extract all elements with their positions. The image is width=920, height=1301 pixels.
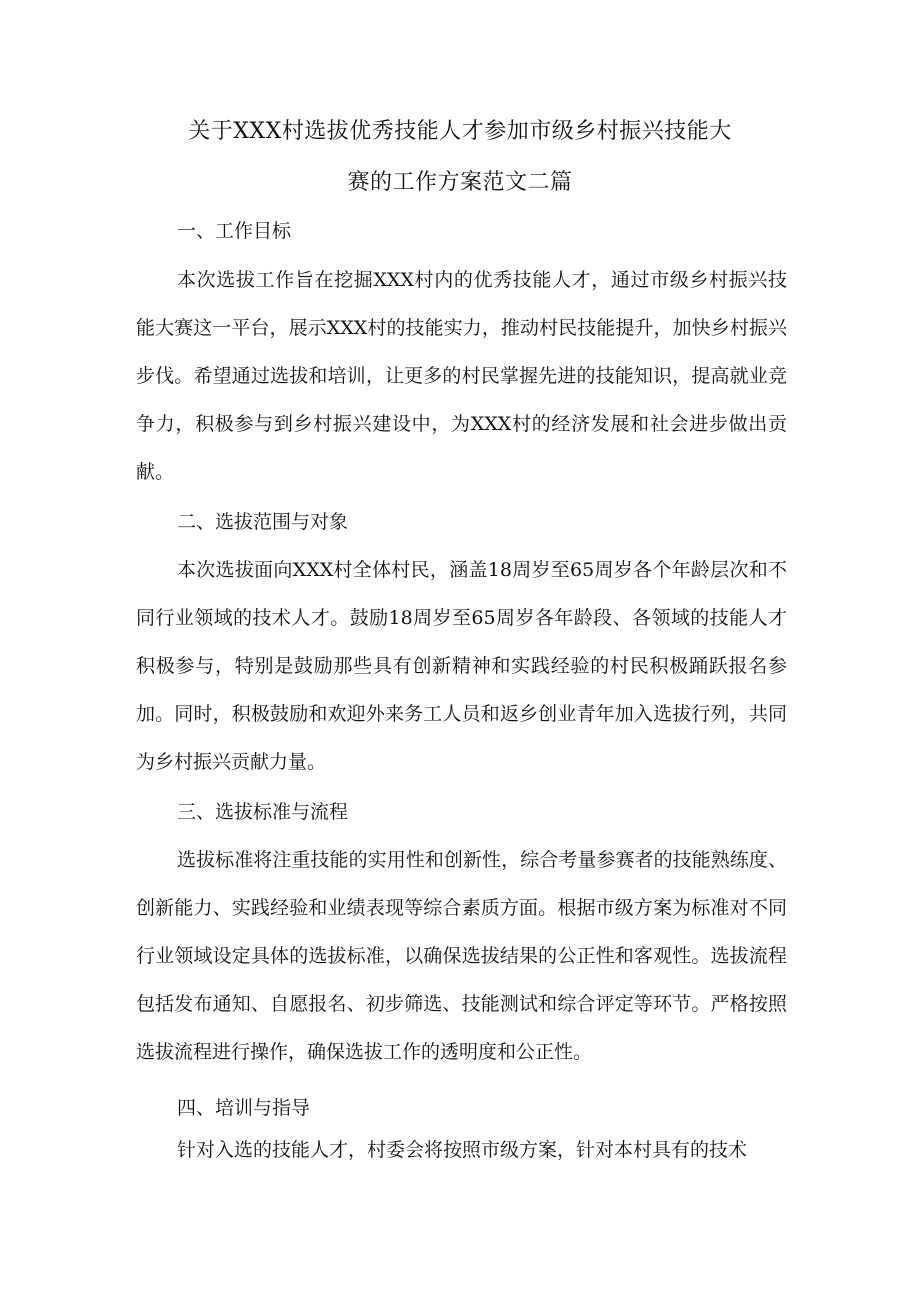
section-heading-goals: 一、工作目标	[177, 220, 292, 242]
section-heading-scope: 二、选拔范围与对象	[177, 511, 349, 533]
document-title-line-1: 关于XXX村选拔优秀技能人才参加市级乡村振兴技能大	[188, 119, 732, 144]
document-title-line-2: 赛的工作方案范文二篇	[347, 170, 573, 195]
section-body-goals: 本次选拔工作旨在挖掘XXX村内的优秀技能人才，通过市级乡村振兴技能大赛这一平台，展示XXX村的技能实力，推动村民技能提升，加快乡村振兴步伐。希望通过选拔和培训，让更多的村民掌握先进的技能知识，提高就业竞争力，积极参与到乡村振兴建设中，为XXX村的经济发展和社会进步做出贡献。	[136, 269, 787, 483]
section-body-scope: 本次选拔面向XXX村全体村民，涵盖18周岁至65周岁各个年龄层次和不同行业领域的技术人才。鼓励18周岁至65周岁各年龄段、各领域的技能人才积极参与，特别是鼓励那些具有创新精神和实践经验的村民积极踊跃报名参加。同时，积极鼓励和欢迎外来务工人员和返乡创业青年加入选拔行列，共同为乡村振兴贡献力量。	[136, 559, 787, 773]
section-body-training: 针对入选的技能人才，村委会将按照市级方案，针对本村具有的技术	[177, 1139, 748, 1161]
section-heading-training: 四、培训与指导	[177, 1097, 311, 1119]
section-body-criteria: 选拔标准将注重技能的实用性和创新性，综合考量参赛者的技能熟练度、创新能力、实践经验和业绩表现等综合素质方面。根据市级方案为标准对不同行业领域设定具体的选拔标准，以确保选拔结果的公正性和客观性。选拔流程包括发布通知、自愿报名、初步筛选、技能测试和综合评定等环节。严格按照选拔流程进行操作，确保选拔工作的透明度和公正性。	[136, 849, 787, 1063]
section-heading-criteria: 三、选拔标准与流程	[177, 801, 349, 823]
